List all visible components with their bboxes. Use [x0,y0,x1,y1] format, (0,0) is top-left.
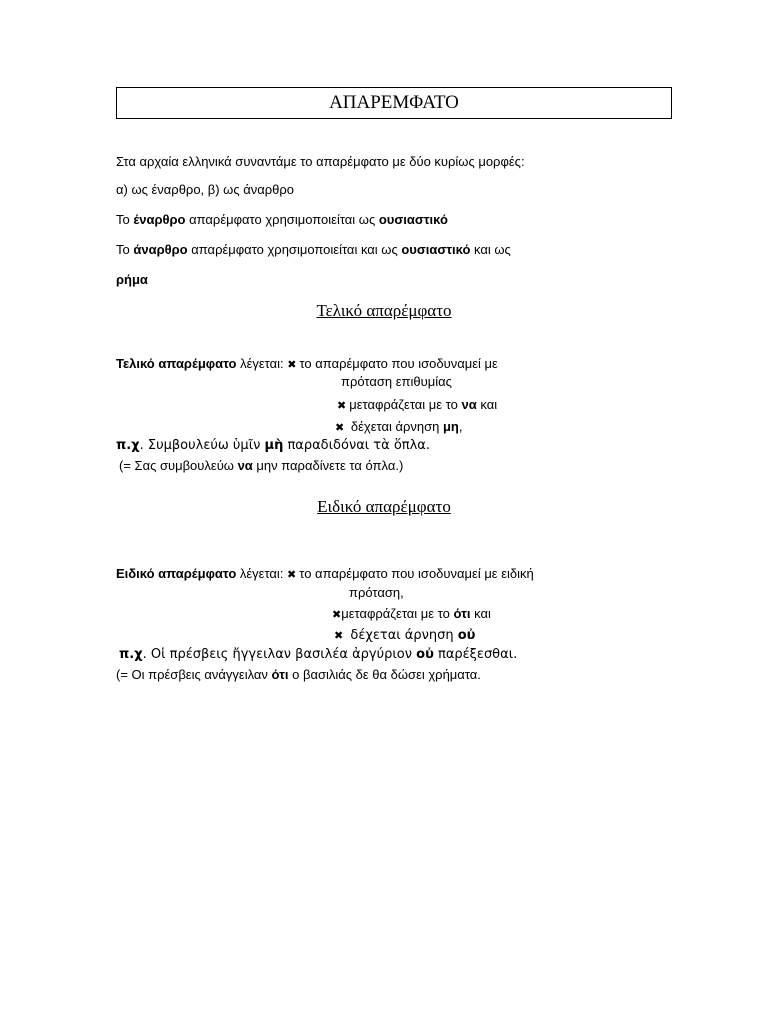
example-label: π.χ [116,438,140,453]
cross-bullet-icon: ✖ [332,609,342,621]
intro-line-5 [116,271,148,289]
special-bullet-2 [332,605,491,624]
bullet-text: το απαρέμφατο που ισοδυναμεί με [299,356,498,371]
term-enarthro: έναρθρο [133,212,186,227]
special-bullet-1-cont: πρόταση, [349,585,404,600]
def-verb: λέγεται: [236,356,288,371]
term-verb: ρήμα [116,272,148,287]
def-term: Τελικό απαρέμφατο [116,356,237,371]
text-run: και ως [470,242,511,257]
example-text: . Συμβουλεύω ὑμῖν [139,438,265,453]
cross-bullet-icon: ✖ [335,422,345,434]
final-definition [116,355,498,374]
example-keyword: μὴ [264,438,284,453]
translation-keyword: να [237,458,253,473]
bullet-text: δέχεται άρνηση [350,419,443,434]
example-label: π.χ [119,647,143,662]
final-translation [119,457,403,475]
cross-bullet-icon: ✖ [287,359,297,371]
special-example [119,646,517,664]
final-example [116,437,430,455]
intro-line-3 [116,211,448,229]
translation-keyword: ότι [271,667,289,682]
def-verb: λέγεται: [236,566,288,581]
special-translation [116,666,481,684]
intro-line-2: α) ως έναρθρο, β) ως άναρθρο [116,182,294,197]
bullet-text: δέχεται άρνηση [350,628,458,643]
intro-line-1: Στα αρχαία ελληνικά συναντάμε το απαρέμφατο με δύο κυρίως μορφές: [116,154,525,169]
translation-text: ο βασιλιάς δε θα δώσει χρήματα. [288,667,481,682]
text-run: απαρέμφατο χρησιμοποιείται και ως [187,242,402,257]
bullet-text: και [470,606,491,621]
cross-bullet-icon: ✖ [334,629,344,642]
def-term: Ειδικό απαρέμφατο [116,566,237,581]
example-text: παρέξεσθαι. [433,647,518,662]
bullet-text: και [476,397,498,412]
translation-text: (= Οι πρέσβεις ανάγγειλαν [116,667,272,682]
term-noun: ουσιαστικό [401,242,471,257]
bullet-keyword: οὐ [457,628,476,643]
bullet-text: μεταφράζεται με το [341,606,454,621]
special-bullet-3 [334,627,475,645]
text-run: Το [116,212,134,227]
translation-text: (= Σας συμβουλεύω [119,458,238,473]
special-definition [116,565,534,584]
bullet-text: μεταφράζεται με το [349,397,462,412]
term-anarthro: άναρθρο [133,242,188,257]
bullet-keyword: ότι [453,606,471,621]
bullet-keyword: να [461,397,477,412]
example-keyword: οὐ [416,647,434,662]
example-text: . Οἱ πρέσβεις ἤγγειλαν βασιλέα ἀργύριον [142,647,417,662]
text-run: Το [116,242,134,257]
bullet-text: το απαρέμφατο που ισοδυναμεί με ειδική [299,566,534,581]
cross-bullet-icon: ✖ [337,400,347,412]
document-title: ΑΠΑΡΕΜΦΑΤΟ [116,87,672,119]
final-bullet-1-cont: πρόταση επιθυμίας [341,374,452,389]
term-noun: ουσιαστικό [378,212,448,227]
section-heading-final: Τελικό απαρέμφατο [316,301,452,320]
final-bullet-2 [337,396,497,415]
translation-text: μην παραδίνετε τα όπλα.) [252,458,404,473]
cross-bullet-icon: ✖ [287,569,297,581]
text-run: απαρέμφατο χρησιμοποιείται ως [185,212,379,227]
final-bullet-3 [335,418,463,437]
bullet-keyword: μη [442,419,459,434]
section-heading-special: Ειδικό απαρέμφατο [317,497,451,516]
bullet-text: , [458,419,463,434]
example-text: παραδιδόναι τὰ ὅπλα. [283,438,431,453]
intro-line-4 [116,241,511,259]
